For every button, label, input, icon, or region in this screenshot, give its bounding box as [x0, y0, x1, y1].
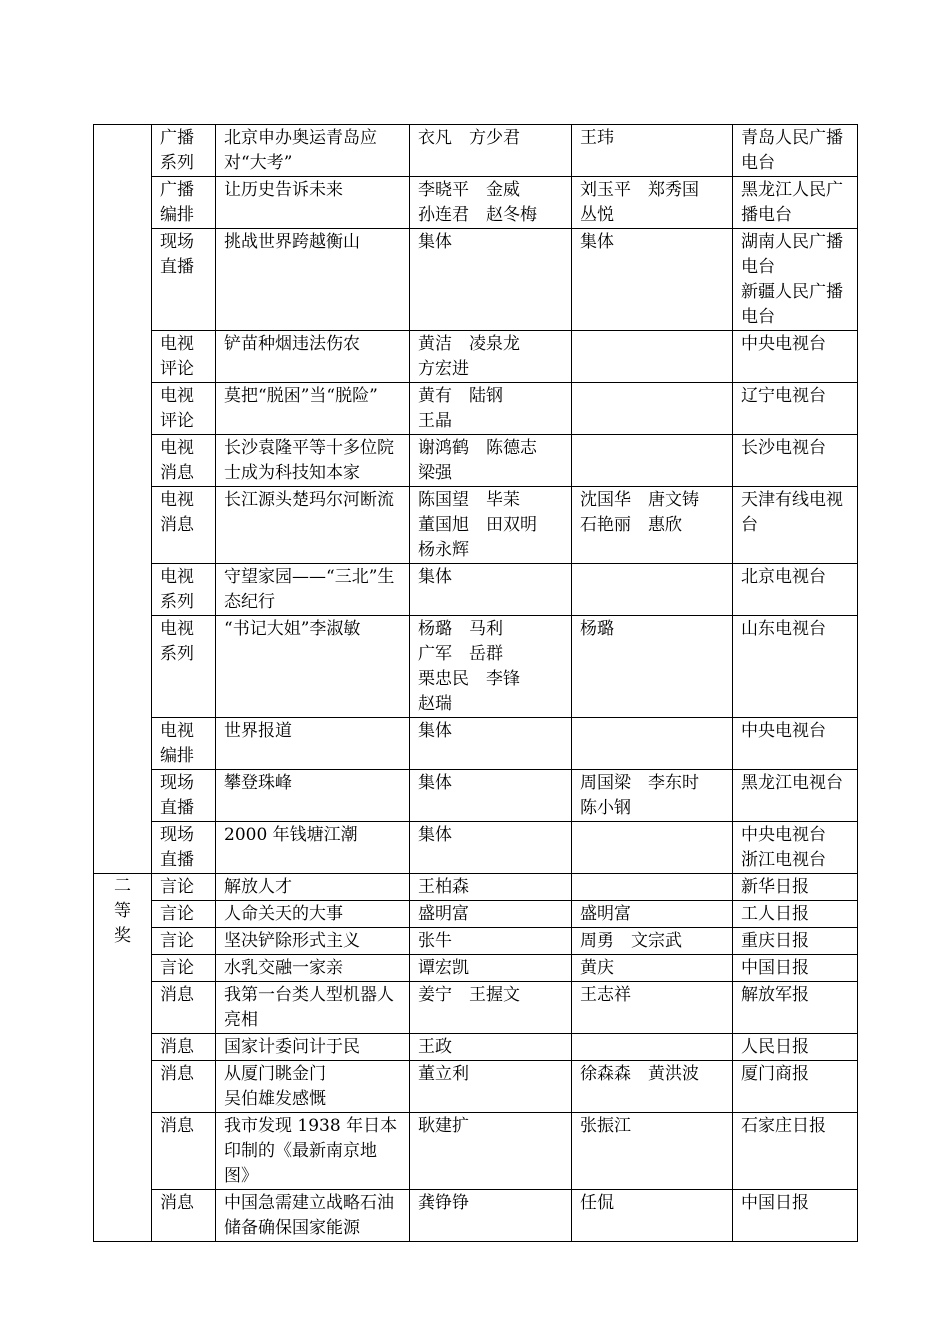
table-row — [94, 229, 858, 331]
unit-cell: 中国日报 — [733, 1190, 858, 1242]
unit-cell: 黑龙江电视台 — [733, 770, 858, 822]
editors-cell: 张振江 — [572, 1113, 733, 1190]
authors-cell: 谢鸿鹤 陈德志 梁强 — [410, 435, 572, 487]
editors-cell — [572, 331, 733, 383]
authors-cell: 黄洁 凌泉龙 方宏进 — [410, 331, 572, 383]
table-row — [94, 487, 858, 564]
editors-cell: 黄庆 — [572, 955, 733, 982]
editors-cell — [572, 822, 733, 874]
table-row — [94, 125, 858, 177]
category-cell: 广播 系列 — [152, 125, 216, 177]
unit-cell: 厦门商报 — [733, 1061, 858, 1113]
table-row — [94, 383, 858, 435]
authors-cell: 姜宁 王握文 — [410, 982, 572, 1034]
category-cell: 言论 — [152, 874, 216, 901]
editors-cell: 杨璐 — [572, 616, 733, 718]
table-row — [94, 718, 858, 770]
unit-cell: 解放军报 — [733, 982, 858, 1034]
title-cell: 人命关天的大事 — [216, 901, 410, 928]
table-row — [94, 822, 858, 874]
editors-cell: 周勇 文宗武 — [572, 928, 733, 955]
category-cell: 言论 — [152, 901, 216, 928]
unit-cell: 中央电视台 — [733, 718, 858, 770]
authors-cell: 李晓平 金威 孙连君 赵冬梅 — [410, 177, 572, 229]
authors-cell: 董立利 — [410, 1061, 572, 1113]
authors-cell: 耿建扩 — [410, 1113, 572, 1190]
category-cell: 消息 — [152, 1034, 216, 1061]
unit-cell: 天津有线电视台 — [733, 487, 858, 564]
title-cell: 守望家园——“三北”生态纪行 — [216, 564, 410, 616]
category-cell: 电视 系列 — [152, 616, 216, 718]
title-cell: 水乳交融一家亲 — [216, 955, 410, 982]
editors-cell: 沈国华 唐文铸 石艳丽 惠欣 — [572, 487, 733, 564]
title-cell: 北京申办奥运青岛应对“大考” — [216, 125, 410, 177]
table-row — [94, 1061, 858, 1113]
authors-cell: 陈国望 毕苿 董国旭 田双明 杨永辉 — [410, 487, 572, 564]
title-cell: 我市发现 1938 年日本印制的《最新南京地图》 — [216, 1113, 410, 1190]
category-cell: 消息 — [152, 1113, 216, 1190]
authors-cell: 王政 — [410, 1034, 572, 1061]
category-cell: 电视 编排 — [152, 718, 216, 770]
authors-cell: 集体 — [410, 229, 572, 331]
table-row — [94, 1113, 858, 1190]
title-cell: 长沙袁隆平等十多位院士成为科技知本家 — [216, 435, 410, 487]
authors-cell: 集体 — [410, 564, 572, 616]
title-cell: 世界报道 — [216, 718, 410, 770]
unit-cell: 黑龙江人民广播电台 — [733, 177, 858, 229]
title-cell: 从厦门眺金门 吴伯雄发感慨 — [216, 1061, 410, 1113]
authors-cell: 集体 — [410, 822, 572, 874]
editors-cell: 任侃 — [572, 1190, 733, 1242]
category-cell: 电视 系列 — [152, 564, 216, 616]
category-cell: 电视 消息 — [152, 487, 216, 564]
award-level-label: 二等奖 — [114, 876, 131, 946]
table-row — [94, 770, 858, 822]
category-cell: 言论 — [152, 955, 216, 982]
award-level-cell — [94, 874, 152, 1242]
table-row — [94, 331, 858, 383]
category-cell: 消息 — [152, 1061, 216, 1113]
authors-cell: 王柏森 — [410, 874, 572, 901]
unit-cell: 山东电视台 — [733, 616, 858, 718]
authors-cell: 谭宏凯 — [410, 955, 572, 982]
unit-cell: 工人日报 — [733, 901, 858, 928]
unit-cell: 辽宁电视台 — [733, 383, 858, 435]
authors-cell: 集体 — [410, 770, 572, 822]
authors-cell: 黄有 陆钢 王晶 — [410, 383, 572, 435]
editors-cell — [572, 874, 733, 901]
unit-cell: 长沙电视台 — [733, 435, 858, 487]
title-cell: 我第一台类人型机器人亮相 — [216, 982, 410, 1034]
unit-cell: 北京电视台 — [733, 564, 858, 616]
title-cell: “书记大姐”李淑敏 — [216, 616, 410, 718]
title-cell: 国家计委问计于民 — [216, 1034, 410, 1061]
category-cell: 现场 直播 — [152, 770, 216, 822]
category-cell: 电视 评论 — [152, 383, 216, 435]
category-cell: 电视 消息 — [152, 435, 216, 487]
title-cell: 铲苗种烟违法伤农 — [216, 331, 410, 383]
editors-cell — [572, 383, 733, 435]
table-row — [94, 1034, 858, 1061]
title-cell: 中国急需建立战略石油储备确保国家能源 — [216, 1190, 410, 1242]
authors-cell: 杨璐 马利 广军 岳群 栗忠民 李锋 赵瑞 — [410, 616, 572, 718]
table-row — [94, 1190, 858, 1242]
category-cell: 现场 直播 — [152, 822, 216, 874]
awards-table — [93, 124, 858, 1242]
editors-cell — [572, 1034, 733, 1061]
category-cell: 电视 评论 — [152, 331, 216, 383]
unit-cell: 湖南人民广播电台 新疆人民广播电台 — [733, 229, 858, 331]
table-row — [94, 901, 858, 928]
editors-cell: 徐森森 黄洪波 — [572, 1061, 733, 1113]
category-cell: 言论 — [152, 928, 216, 955]
unit-cell: 重庆日报 — [733, 928, 858, 955]
unit-cell: 中国日报 — [733, 955, 858, 982]
title-cell: 挑战世界跨越衡山 — [216, 229, 410, 331]
table-row — [94, 616, 858, 718]
editors-cell — [572, 718, 733, 770]
editors-cell: 王志祥 — [572, 982, 733, 1034]
title-cell: 莫把“脱困”当“脱险” — [216, 383, 410, 435]
award-level-cell — [94, 125, 152, 874]
category-cell: 广播 编排 — [152, 177, 216, 229]
table-row — [94, 982, 858, 1034]
awards-table-body — [94, 125, 858, 1242]
title-cell: 2000 年钱塘江潮 — [216, 822, 410, 874]
title-cell: 解放人才 — [216, 874, 410, 901]
unit-cell: 新华日报 — [733, 874, 858, 901]
authors-cell: 龚铮铮 — [410, 1190, 572, 1242]
table-row — [94, 435, 858, 487]
category-cell: 消息 — [152, 982, 216, 1034]
unit-cell: 中央电视台 浙江电视台 — [733, 822, 858, 874]
table-row — [94, 955, 858, 982]
authors-cell: 盛明富 — [410, 901, 572, 928]
editors-cell — [572, 435, 733, 487]
table-row — [94, 928, 858, 955]
editors-cell: 盛明富 — [572, 901, 733, 928]
unit-cell: 石家庄日报 — [733, 1113, 858, 1190]
authors-cell: 集体 — [410, 718, 572, 770]
editors-cell: 集体 — [572, 229, 733, 331]
unit-cell: 人民日报 — [733, 1034, 858, 1061]
table-row — [94, 564, 858, 616]
table-row — [94, 874, 858, 901]
editors-cell: 刘玉平 郑秀国 丛悦 — [572, 177, 733, 229]
editors-cell: 王玮 — [572, 125, 733, 177]
unit-cell: 青岛人民广播电台 — [733, 125, 858, 177]
title-cell: 坚决铲除形式主义 — [216, 928, 410, 955]
editors-cell — [572, 564, 733, 616]
authors-cell: 张牛 — [410, 928, 572, 955]
title-cell: 长江源头楚玛尔河断流 — [216, 487, 410, 564]
authors-cell: 衣凡 方少君 — [410, 125, 572, 177]
unit-cell: 中央电视台 — [733, 331, 858, 383]
table-row — [94, 177, 858, 229]
editors-cell: 周国梁 李东时 陈小钢 — [572, 770, 733, 822]
category-cell: 消息 — [152, 1190, 216, 1242]
title-cell: 让历史告诉未来 — [216, 177, 410, 229]
category-cell: 现场 直播 — [152, 229, 216, 331]
title-cell: 攀登珠峰 — [216, 770, 410, 822]
